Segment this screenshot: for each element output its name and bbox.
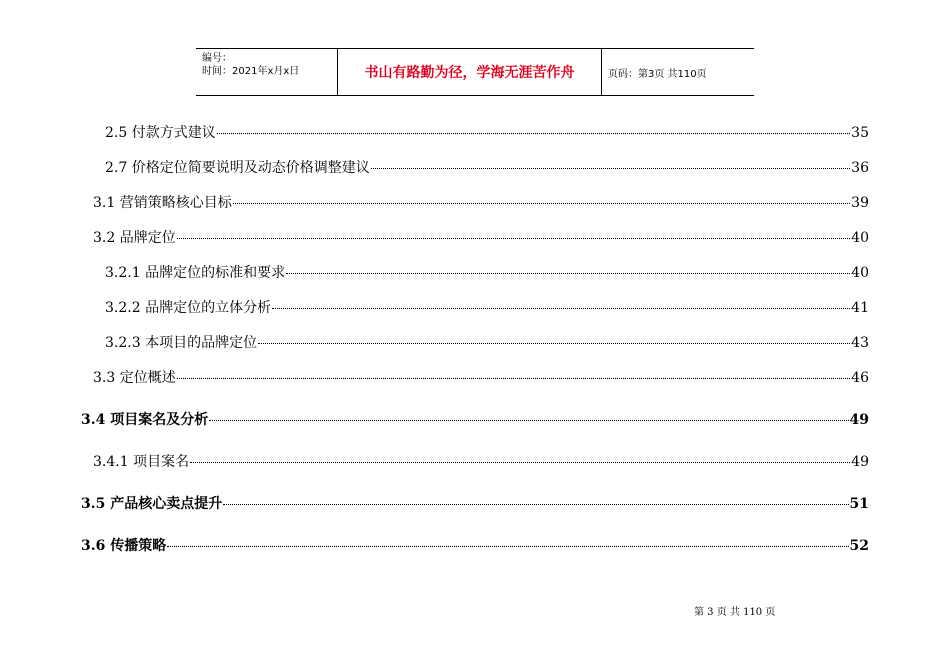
toc-entry-label: 3.6 传播策略	[81, 538, 167, 554]
toc-entry-label: 3.2.2 品牌定位的立体分析	[105, 300, 272, 316]
time-label: 时间：2021年x月x日	[202, 66, 300, 77]
toc-entry-page: 49	[851, 454, 869, 470]
toc-leader	[258, 342, 850, 344]
toc-leader	[223, 503, 848, 505]
toc-leader	[177, 237, 850, 239]
toc-entry-label: 3.4 项目案名及分析	[81, 412, 209, 428]
toc-entry[interactable]	[81, 495, 869, 513]
toc-entry[interactable]	[93, 453, 869, 471]
header-page-info: 页码：第3页 共110页	[608, 68, 707, 80]
header-motto: 书山有路勤为径，学海无涯苦作舟	[338, 49, 602, 95]
toc-leader	[286, 272, 850, 274]
toc-entry[interactable]	[93, 194, 869, 212]
toc-entry-label: 3.2.1 品牌定位的标准和要求	[105, 265, 286, 281]
toc-entry[interactable]	[105, 334, 869, 352]
page-header	[196, 48, 754, 96]
toc-leader	[217, 132, 850, 134]
toc-entry[interactable]	[105, 264, 869, 282]
toc-entry-page: 35	[851, 125, 869, 141]
toc-entry[interactable]	[105, 299, 869, 317]
toc-entry-page: 43	[851, 335, 869, 351]
toc-entry[interactable]	[105, 124, 869, 142]
toc-leader	[371, 167, 850, 169]
toc-entry-page: 41	[851, 300, 869, 316]
toc-leader	[272, 307, 850, 309]
toc-entry-page: 39	[851, 195, 869, 211]
toc-entry-label: 3.2.3 本项目的品牌定位	[105, 335, 258, 351]
page-footer: 第 3 页 共 110 页	[694, 607, 776, 618]
toc-entry-page: 40	[851, 230, 869, 246]
toc-entry-page: 52	[849, 538, 869, 554]
toc-entry[interactable]	[81, 537, 869, 555]
toc-leader	[177, 377, 850, 379]
toc-entry-page: 46	[851, 370, 869, 386]
toc-entry[interactable]	[93, 369, 869, 387]
toc-entry-label: 3.3 定位概述	[93, 370, 176, 386]
toc-entry-page: 40	[851, 265, 869, 281]
toc-entry-label: 3.4.1 项目案名	[93, 454, 190, 470]
toc-entry[interactable]	[93, 229, 869, 247]
toc-entry-page: 36	[851, 160, 869, 176]
number-label: 编号：	[202, 53, 232, 64]
toc-entry-page: 49	[849, 412, 869, 428]
toc-entry-label: 2.5 付款方式建议	[105, 125, 216, 141]
toc-entry[interactable]	[81, 411, 869, 429]
toc-entry-label: 3.2 品牌定位	[93, 230, 176, 246]
toc-entry-page: 51	[849, 496, 869, 512]
toc-leader	[190, 461, 850, 463]
toc-entry-label: 3.5 产品核心卖点提升	[81, 496, 223, 512]
header-meta	[196, 49, 338, 95]
toc-entry-label: 3.1 营销策略核心目标	[93, 195, 232, 211]
toc-leader	[209, 419, 848, 421]
toc-leader	[167, 545, 848, 547]
toc-leader	[233, 202, 850, 204]
toc-entry-label: 2.7 价格定位简要说明及动态价格调整建议	[105, 160, 370, 176]
toc-entry[interactable]	[105, 159, 869, 177]
